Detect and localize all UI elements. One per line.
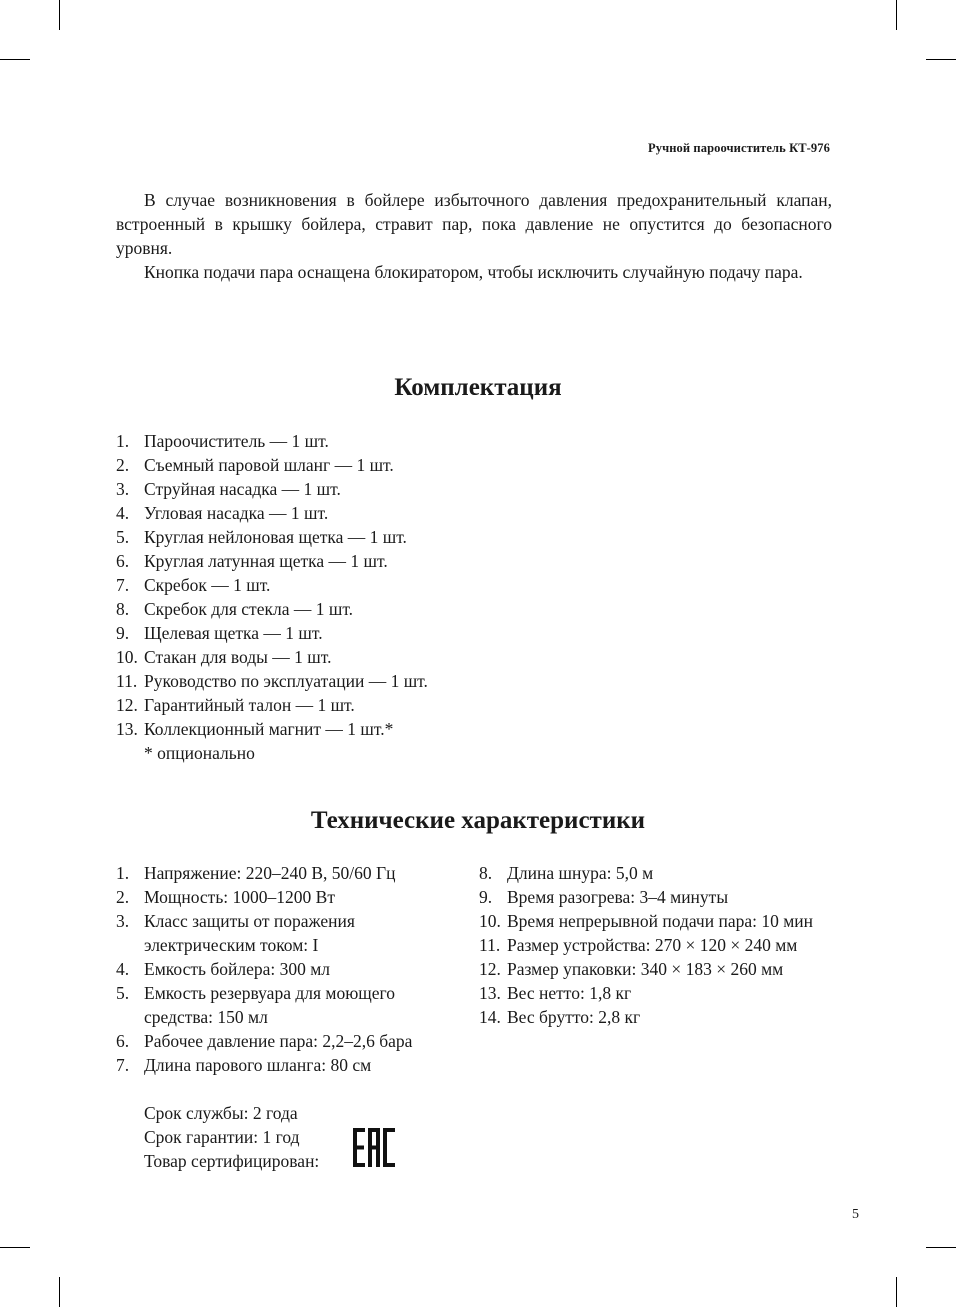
certified-label: Товар сертифицирован: bbox=[144, 1151, 320, 1171]
list-item: 3. Струйная насадка — 1 шт. bbox=[116, 479, 341, 499]
intro-paragraph: Кнопка подачи пара оснащена блокиратором, чтобы исключить случайную подачу пара. bbox=[144, 262, 803, 282]
page-number: 5 bbox=[852, 1207, 859, 1222]
list-item: 5. Круглая нейлоновая щетка — 1 шт. bbox=[116, 527, 407, 547]
list-item: 4. Емкость бойлера: 300 мл bbox=[116, 959, 331, 979]
list-item: 12. Размер упаковки: 340 × 183 × 260 мм bbox=[479, 959, 784, 979]
footnote: * опционально bbox=[144, 743, 255, 763]
running-header: Ручной пароочиститель КТ-976 bbox=[648, 141, 830, 155]
kit-title: Комплектация bbox=[394, 374, 562, 401]
crop-mark bbox=[926, 59, 956, 60]
list-item: 7. Длина парового шланга: 80 см bbox=[116, 1055, 372, 1075]
list-item: 8. Скребок для стекла — 1 шт. bbox=[116, 599, 354, 619]
list-item: 10. Стакан для воды — 1 шт. bbox=[116, 647, 332, 667]
list-item: 4. Угловая насадка — 1 шт. bbox=[116, 503, 329, 523]
list-item: 13. Вес нетто: 1,8 кг bbox=[479, 983, 632, 1003]
warranty-period: Срок гарантии: 1 год bbox=[144, 1127, 300, 1147]
crop-mark bbox=[896, 0, 897, 30]
list-item: 3. Класс защиты от поражения электрическим током: I bbox=[116, 911, 355, 955]
list-item: 6. Рабочее давление пара: 2,2–2,6 бара bbox=[116, 1031, 413, 1051]
crop-mark bbox=[896, 1277, 897, 1307]
service-info bbox=[144, 1101, 319, 1173]
list-item: 5. Емкость резервуара для моющего средства: 150 мл bbox=[116, 983, 396, 1027]
specs-list-left bbox=[116, 861, 466, 1077]
list-item: 13. Коллекционный магнит — 1 шт.* bbox=[116, 719, 394, 739]
list-item: 14. Вес брутто: 2,8 кг bbox=[479, 1007, 641, 1027]
list-item: 11. Размер устройства: 270 × 120 × 240 мм bbox=[479, 935, 798, 955]
eac-mark-icon bbox=[353, 1128, 395, 1167]
crop-mark bbox=[59, 1277, 60, 1307]
list-item: 9. Время разогрева: 3–4 минуты bbox=[479, 887, 729, 907]
list-item: 1. Пароочиститель — 1 шт. bbox=[116, 431, 329, 451]
list-item: 1. Напряжение: 220–240 В, 50/60 Гц bbox=[116, 863, 396, 883]
kit-list bbox=[116, 429, 616, 765]
specs-title: Технические характеристики bbox=[310, 807, 646, 834]
list-item: 2. Мощность: 1000–1200 Вт bbox=[116, 887, 335, 907]
crop-mark bbox=[59, 0, 60, 30]
list-item: 11. Руководство по эксплуатации — 1 шт. bbox=[116, 671, 428, 691]
service-life: Срок службы: 2 года bbox=[144, 1103, 298, 1123]
list-item: 2. Съемный паровой шланг — 1 шт. bbox=[116, 455, 394, 475]
crop-mark bbox=[0, 59, 30, 60]
list-item: 12. Гарантийный талон — 1 шт. bbox=[116, 695, 355, 715]
specs-list-right bbox=[479, 861, 839, 1029]
list-item: 10. Время непрерывной подачи пара: 10 мин bbox=[479, 911, 814, 931]
list-item: 7. Скребок — 1 шт. bbox=[116, 575, 271, 595]
crop-mark bbox=[926, 1247, 956, 1248]
list-item: 9. Щелевая щетка — 1 шт. bbox=[116, 623, 323, 643]
list-item: 8. Длина шнура: 5,0 м bbox=[479, 863, 654, 883]
crop-mark bbox=[0, 1247, 30, 1248]
intro-text bbox=[116, 188, 832, 284]
list-item: 6. Круглая латунная щетка — 1 шт. bbox=[116, 551, 388, 571]
intro-paragraph: В случае возникновения в бойлере избыточного давления предохранительный клапан, встроенный в крышку бойлера, стравит пар, пока давление не опустится до безопасного уровня. bbox=[116, 190, 832, 258]
